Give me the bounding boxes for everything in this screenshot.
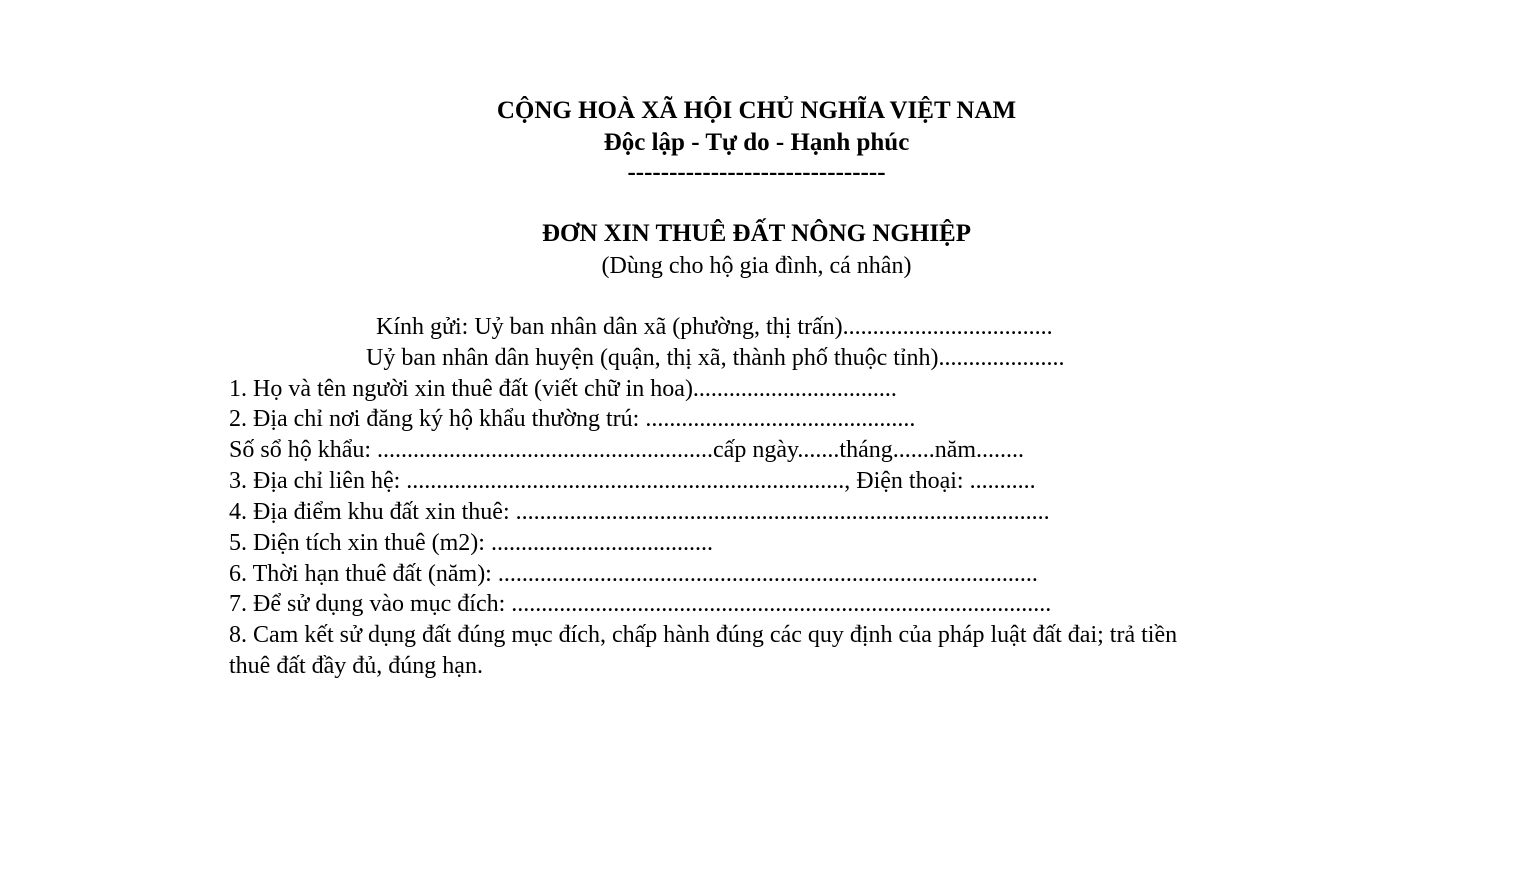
document-title: ĐƠN XIN THUÊ ĐẤT NÔNG NGHIỆP xyxy=(542,220,971,247)
header-separator: ------------------------------- xyxy=(627,159,886,186)
field-commitment-line2: thuê đất đầy đủ, đúng hạn. xyxy=(229,653,483,679)
field-land-location: 4. Địa điểm khu đất xin thuê: ......................................................................................... xyxy=(229,499,1050,525)
recipient-line-commune: Kính gửi: Uỷ ban nhân dân xã (phường, thị trấn)................................... xyxy=(376,314,1053,340)
country-name: CỘNG HOÀ XÃ HỘI CHỦ NGHĨA VIỆT NAM xyxy=(496,97,1017,124)
field-purpose: 7. Để sử dụng vào mục đích: .......................................................................................... xyxy=(229,591,1052,617)
field-full-name: 1. Họ và tên người xin thuê đất (viết chữ in hoa).................................. xyxy=(229,376,897,402)
recipient-line-district: Uỷ ban nhân dân huyện (quận, thị xã, thành phố thuộc tỉnh)..................... xyxy=(366,345,1065,371)
national-motto: Độc lập - Tự do - Hạnh phúc xyxy=(603,129,910,156)
field-contact-address: 3. Địa chỉ liên hệ: ........................................................................., Điện thoại: ........... xyxy=(229,468,1036,494)
field-lease-term: 6. Thời hạn thuê đất (năm): .......................................................................................... xyxy=(229,561,1038,587)
field-area: 5. Diện tích xin thuê (m2): ..................................... xyxy=(229,530,713,556)
field-commitment-line1: 8. Cam kết sử dụng đất đúng mục đích, chấp hành đúng các quy định của pháp luật đất đai; trả tiền xyxy=(229,622,1178,648)
field-registered-address: 2. Địa chỉ nơi đăng ký hộ khẩu thường trú: ............................................. xyxy=(229,406,916,432)
field-household-book: Số sổ hộ khẩu: ........................................................cấp ngày.......tháng.......năm........ xyxy=(229,437,1025,463)
document-subtitle: (Dùng cho hộ gia đình, cá nhân) xyxy=(601,253,912,279)
